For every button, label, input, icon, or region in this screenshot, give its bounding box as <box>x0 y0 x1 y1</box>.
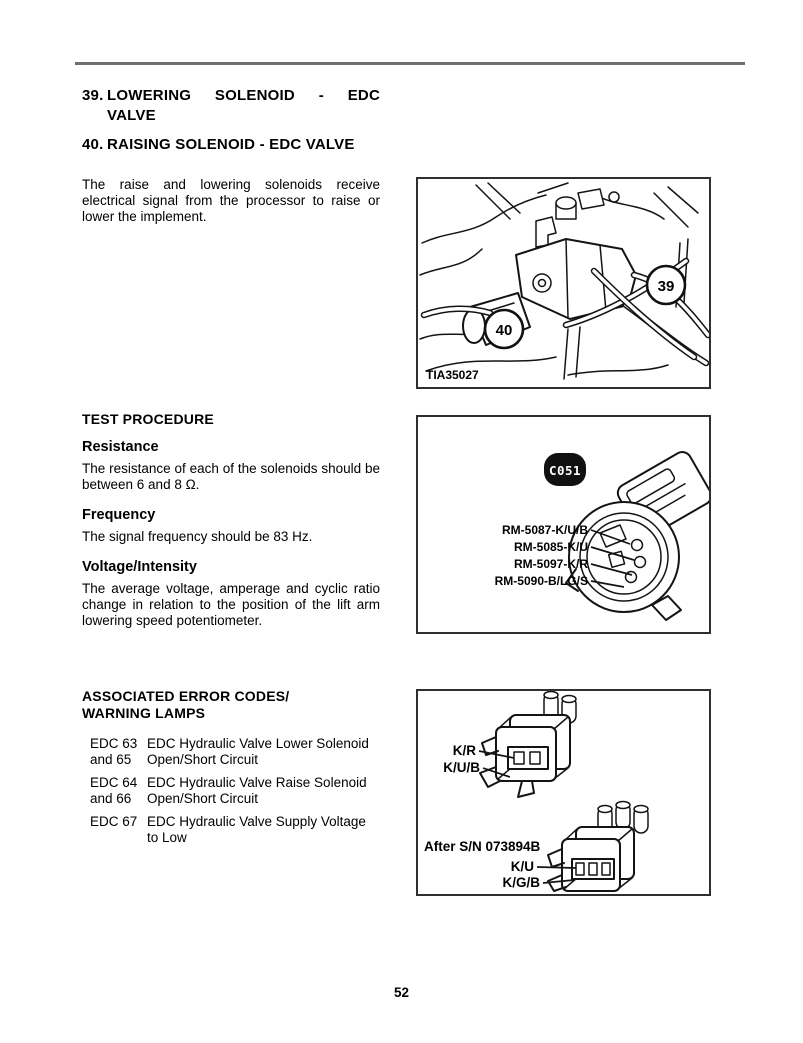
heading-40-text: RAISING SOLENOID - EDC VALVE <box>107 136 355 153</box>
wire-label: RM-5090-B/LG/S <box>494 574 588 588</box>
subsection-voltage-body: The average voltage, amperage and cyclic ratio change in relation to the position of the lift arm lowering speed potentiometer. <box>82 580 380 628</box>
subsection-resistance-title: Resistance <box>82 439 159 455</box>
error-code-id-line2: and 65 <box>90 751 132 767</box>
valve-location-line-art <box>418 179 709 387</box>
serial-number-note: After S/N 073894B <box>424 839 541 854</box>
error-code-id <box>90 736 147 767</box>
error-code-row <box>90 736 380 767</box>
heading-39-line1: LOWERING SOLENOID - EDC <box>107 87 380 104</box>
wire-label: RM-5085-K/U <box>513 540 588 554</box>
wire-label: RM-5087-K/U/B <box>501 523 588 537</box>
heading-39-number: 39. <box>82 87 104 104</box>
error-code-description: EDC Hydraulic Valve Raise Solenoid Open/Short Circuit <box>147 775 367 806</box>
heading-40 <box>82 135 380 155</box>
error-code-id <box>90 814 147 845</box>
page-number: 52 <box>393 985 410 1000</box>
intro-paragraph: The raise and lowering solenoids receive electrical signal from the processor to raise or lower the implement. <box>82 177 380 224</box>
error-code-description: EDC Hydraulic Valve Lower Solenoid Open/Short Circuit <box>147 736 369 767</box>
subsection-frequency-title: Frequency <box>82 506 156 523</box>
error-code-id <box>90 775 147 806</box>
section-test-procedure <box>82 411 380 642</box>
figure-connector-pinouts <box>416 689 711 896</box>
section-error-codes <box>82 688 380 854</box>
top-rule <box>75 62 745 65</box>
heading-39 <box>82 86 380 126</box>
error-code-id-line2: and 66 <box>90 790 132 806</box>
error-code-id-line1: EDC 67 <box>90 814 138 830</box>
error-codes-title-line1: ASSOCIATED ERROR CODES/ <box>82 688 290 704</box>
test-procedure-title: TEST PROCEDURE <box>82 411 214 427</box>
subsection-frequency-body: The signal frequency should be 83 Hz. <box>82 528 313 544</box>
section-headings <box>82 86 380 155</box>
subsection-voltage-title: Voltage/Intensity <box>82 558 197 575</box>
error-code-row <box>90 775 380 806</box>
connector-c051-line-art <box>418 417 709 632</box>
connector-pinouts-line-art <box>418 691 709 894</box>
wire-label: RM-5097-K/R <box>513 557 588 571</box>
figure-valve-location <box>416 177 711 389</box>
connector-id-label: C051 <box>548 463 582 478</box>
figure-code-label: TIA35027 <box>426 368 479 382</box>
pin-label: K/R <box>452 743 476 758</box>
subsection-resistance-body: The resistance of each of the solenoids should be between 6 and 8 Ω. <box>82 461 380 492</box>
late-connector-drawing <box>548 802 648 892</box>
heading-39-line2: VALVE <box>107 107 156 124</box>
heading-39-text <box>107 86 380 126</box>
error-code-id-line1: EDC 64 <box>90 775 138 791</box>
early-connector-drawing <box>480 692 576 798</box>
pin-label: K/G/B <box>502 875 540 890</box>
error-code-row <box>90 814 380 845</box>
callout-39-label: 39 <box>657 278 675 295</box>
error-codes-title-line2: WARNING LAMPS <box>82 705 206 721</box>
pin-label: K/U/B <box>443 760 480 775</box>
figure-connector-c051 <box>416 415 711 634</box>
callout-40-label: 40 <box>495 322 513 339</box>
error-code-description: EDC Hydraulic Valve Supply Voltage to Low <box>147 814 366 845</box>
heading-40-number: 40. <box>82 136 104 153</box>
pin-label: K/U <box>510 859 534 874</box>
error-codes-list <box>82 736 380 846</box>
error-code-id-line1: EDC 63 <box>90 736 138 751</box>
